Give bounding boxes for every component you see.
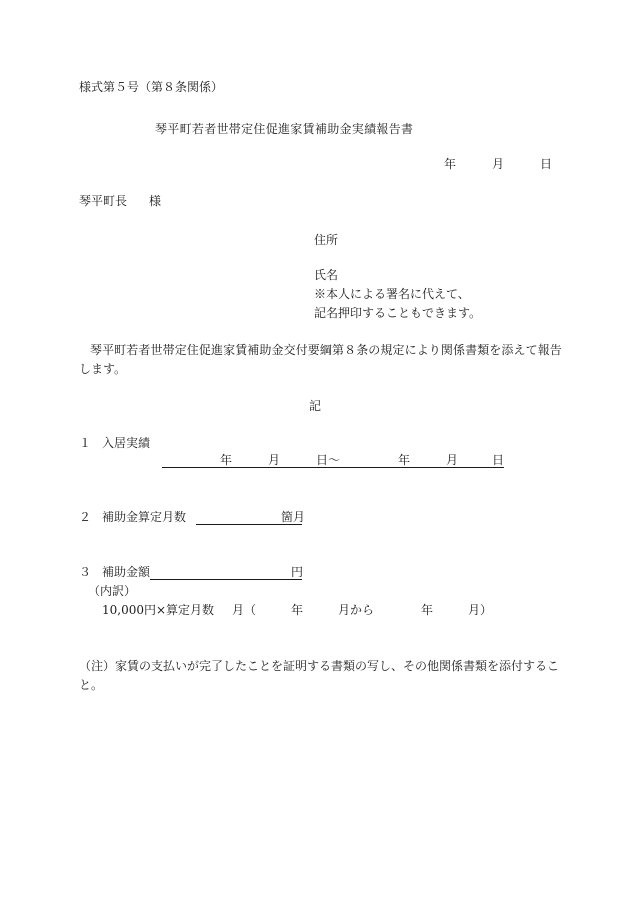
footnote-line1: （注）家賃の支払いが完了したことを証明する書類の写し、その他関係書類を添付するこ (79, 659, 560, 673)
from-day-label: 日～ (316, 453, 341, 467)
name-label: 氏名 (314, 268, 339, 282)
date-year-label: 年 (444, 157, 457, 171)
amount-blank-line (150, 564, 302, 580)
to-month-label: 月 (446, 453, 459, 467)
ki-heading: 記 (309, 399, 322, 413)
addressee: 琴平町長 (79, 194, 128, 208)
body-line1: 琴平町若者世帯定住促進家賃補助金交付要綱第８条の規定により関係書類を添えて報告 (90, 343, 562, 357)
breakdown-months: 月（ (232, 603, 257, 617)
date-month-label: 月 (492, 157, 505, 171)
item3-label: 補助金額 (102, 565, 151, 579)
item3-number: ３ (79, 565, 92, 579)
from-month-label: 月 (268, 453, 281, 467)
document-title: 琴平町若者世帯定住促進家賃補助金実績報告書 (155, 122, 414, 136)
breakdown-from-month: 月から (338, 603, 375, 617)
to-day-label: 日 (492, 453, 505, 467)
item2-number: ２ (79, 510, 92, 524)
form-number: 様式第５号（第８条関係） (79, 80, 224, 94)
to-year-label: 年 (398, 453, 411, 467)
honorific: 様 (149, 194, 162, 208)
signature-note-line1: ※本人による署名に代えて、 (314, 287, 470, 301)
footnote-line2: と。 (79, 678, 104, 692)
breakdown-from-year: 年 (291, 603, 304, 617)
item2-label: 補助金算定月数 (102, 510, 187, 524)
months-unit: 箇月 (281, 510, 306, 524)
breakdown-to-year: 年 (421, 603, 434, 617)
item1-number: １ (79, 436, 92, 450)
body-line2: します。 (79, 362, 127, 376)
breakdown-label: （内訳） (88, 584, 137, 598)
amount-unit: 円 (291, 565, 304, 579)
address-label: 住所 (314, 233, 339, 247)
from-year-label: 年 (220, 453, 233, 467)
breakdown-formula: 10,000円×算定月数 (102, 603, 215, 617)
date-day-label: 日 (540, 157, 553, 171)
item1-label: 入居実績 (102, 436, 151, 450)
breakdown-to-month: 月） (468, 603, 493, 617)
signature-note-line2: 記名押印することもできます。 (314, 306, 482, 320)
